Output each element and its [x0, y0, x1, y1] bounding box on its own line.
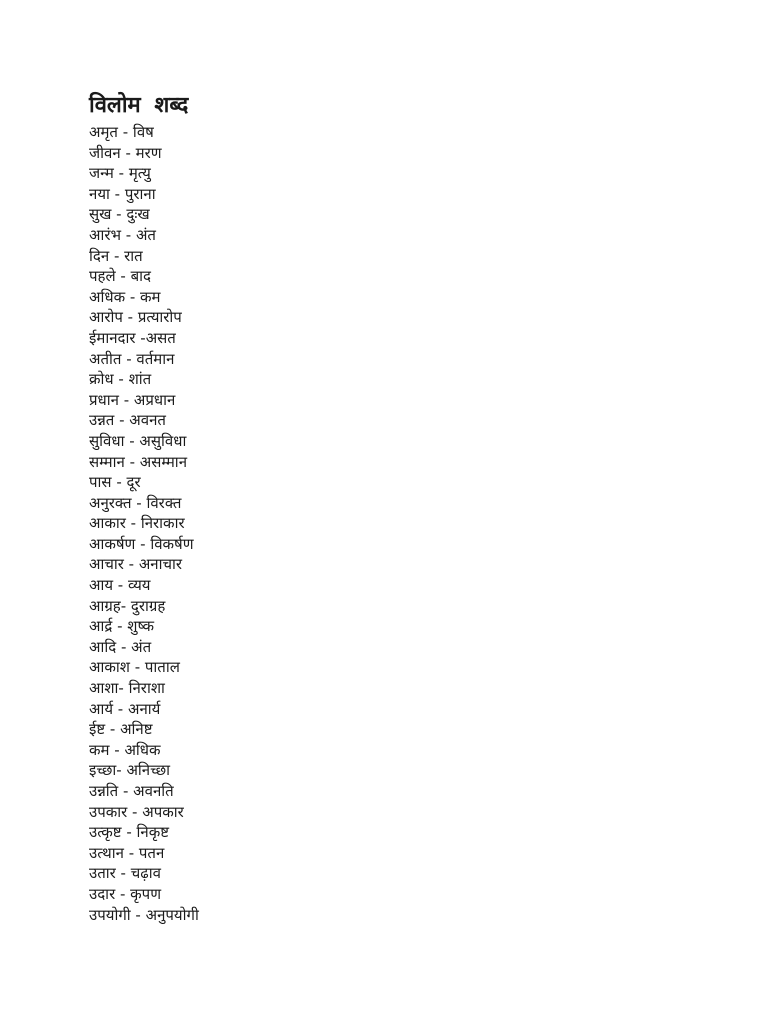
antonym-pair: अनुरक्त - विरक्त	[89, 493, 182, 512]
antonym-pair: सुख - दुःख	[89, 205, 150, 224]
antonym-pair: आशा- निराशा	[89, 679, 165, 698]
antonym-pair: पहले - बाद	[89, 267, 152, 286]
antonym-pair: आकार - निराकार	[89, 514, 185, 533]
antonym-pair: क्रोध - शांत	[89, 370, 152, 389]
antonym-pair: आकर्षण - विकर्षण	[89, 534, 194, 553]
antonym-list	[89, 122, 689, 925]
antonym-pair: जन्म - मृत्यु	[89, 164, 151, 183]
antonym-pair: उन्नत - अवनत	[89, 411, 166, 430]
antonym-pair: आरंभ - अंत	[89, 225, 156, 244]
antonym-pair: दिन - रात	[89, 246, 143, 265]
antonym-pair: ईमानदार -असत	[89, 328, 176, 347]
antonym-pair: कम - अधिक	[89, 740, 161, 759]
antonym-pair: अमृत - विष	[89, 123, 154, 141]
page-title: विलोम शब्द	[89, 93, 189, 118]
antonym-pair: अधिक - कम	[89, 287, 161, 306]
antonym-pair: पास - दूर	[89, 473, 141, 492]
antonym-pair: उतार - चढ़ाव	[89, 864, 161, 883]
antonym-pair: आर्द्र - शुष्क	[89, 617, 154, 636]
antonym-pair: आकाश - पाताल	[89, 658, 180, 677]
antonym-pair: आर्य - अनार्य	[89, 699, 161, 718]
antonym-pair: प्रधान - अप्रधान	[89, 390, 176, 409]
antonym-pair: आचार - अनाचार	[89, 555, 183, 574]
antonym-pair: इच्छा- अनिच्छा	[89, 761, 171, 780]
antonym-pair: उन्नति - अवनति	[89, 782, 174, 800]
antonym-pair: उत्कृष्ट - निकृष्ट	[89, 823, 169, 842]
antonym-pair: आय - व्यय	[89, 576, 151, 595]
antonym-pair: उपकार - अपकार	[89, 802, 184, 821]
antonym-pair: उपयोगी - अनुपयोगी	[89, 905, 199, 924]
antonym-pair: ईष्ट - अनिष्ट	[89, 720, 153, 739]
antonym-pair: नया - पुराना	[89, 184, 156, 203]
antonym-pair: आग्रह- दुराग्रह	[89, 596, 166, 615]
antonym-pair: अतीत - वर्तमान	[89, 349, 175, 368]
antonym-pair: आरोप - प्रत्यारोप	[89, 308, 182, 327]
document-page	[89, 90, 689, 925]
antonym-pair: सम्मान - असम्मान	[89, 452, 188, 471]
antonym-pair: आदि - अंत	[89, 637, 152, 656]
antonym-pair: उदार - कृपण	[89, 884, 162, 903]
antonym-pair: सुविधा - असुविधा	[89, 431, 187, 450]
antonym-pair: उत्थान - पतन	[89, 843, 165, 862]
antonym-pair: जीवन - मरण	[89, 143, 162, 162]
